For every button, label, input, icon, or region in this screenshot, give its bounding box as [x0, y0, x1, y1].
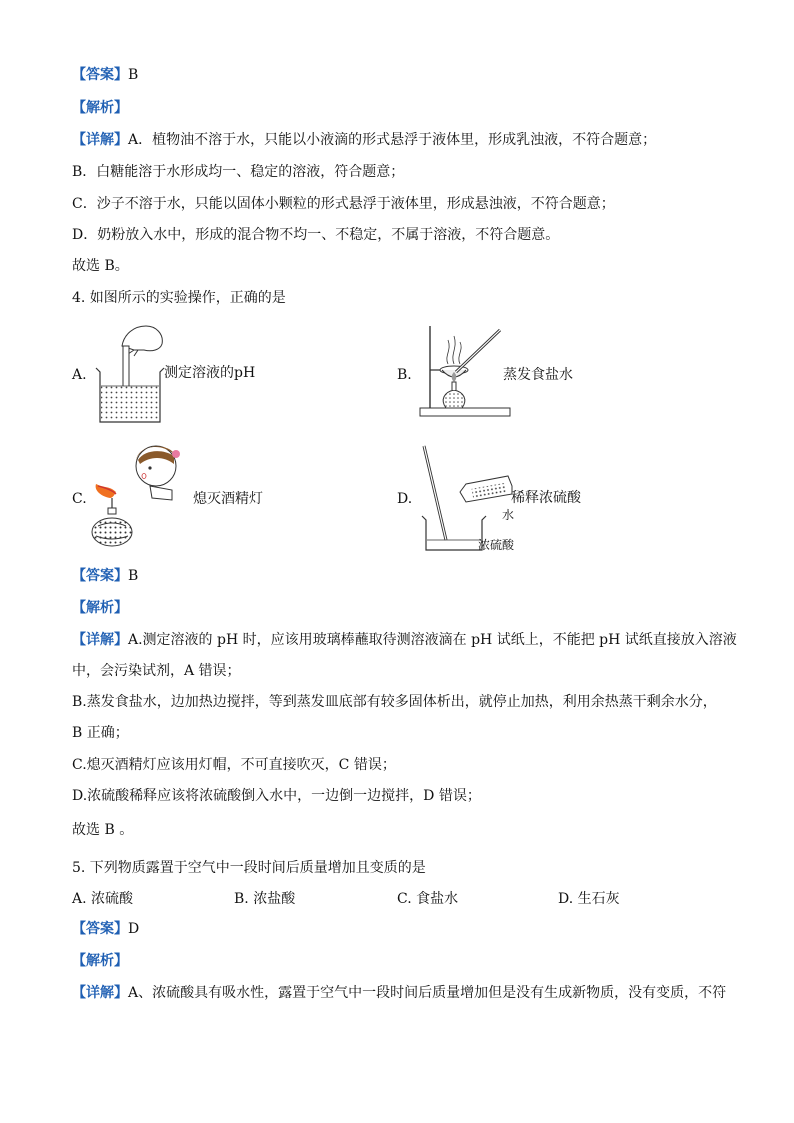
ph-test-figure	[94, 320, 174, 434]
q3-detail-line-1: 【详解】A．植物油不溶于水，只能以小液滴的形式悬浮于液体里，形成乳浊液，不符合题意；	[72, 132, 657, 148]
detail-tag: 【详解】	[72, 132, 128, 148]
q4-option-a-caption: 测定溶液的pH	[164, 365, 256, 381]
q5-answer-line: 【答案】D	[72, 921, 140, 937]
q3-detail-line-3: C．沙子不溶于水，只能以固体小颗粒的形式悬浮于液体里，形成悬浊液，不符合题意；	[72, 196, 615, 212]
q4-detail-line-4: B 正确；	[72, 725, 129, 741]
q4-detail-line-5: C.熄灭酒精灯应该用灯帽，不可直接吹灭，C 错误；	[72, 757, 396, 773]
q4-conclusion: 故选 B 。	[72, 822, 134, 838]
q4-analysis-tag: 【解析】	[72, 600, 128, 616]
q3-detail-line-2: B．白糖能溶于水形成均一、稳定的溶液，符合题意；	[72, 164, 405, 180]
q5-option-c: C. 食盐水	[397, 891, 459, 907]
q4-option-a-letter: A.	[72, 367, 87, 383]
answer-value: D	[128, 921, 140, 937]
q5-analysis-tag: 【解析】	[72, 953, 128, 969]
q4-detail-line-2: 中，会污染试剂，A 错误；	[72, 663, 241, 679]
q4-option-b-letter: B.	[397, 367, 412, 383]
q5-option-a: A. 浓硫酸	[72, 891, 134, 907]
evaporation-figure	[416, 320, 516, 424]
q4-answer-line: 【答案】B	[72, 568, 139, 584]
q5-detail-line-1: 【详解】A、浓硫酸具有吸水性，露置于空气中一段时间后质量增加但是没有生成新物质，没有变质，不符	[72, 985, 727, 1001]
q3-answer-line	[72, 66, 138, 84]
q5-stem: 5. 下列物质露置于空气中一段时间后质量增加且变质的是	[72, 860, 426, 876]
q3-analysis-tag: 【解析】	[72, 100, 128, 116]
q5-option-b: B. 浓盐酸	[234, 891, 296, 907]
q4-detail-line-6: D.浓硫酸稀释应该将浓硫酸倒入水中，一边倒一边搅拌，D 错误；	[72, 788, 481, 804]
answer-tag: 【答案】	[72, 67, 128, 83]
q4-option-c-letter: C.	[72, 491, 87, 507]
answer-value: B	[128, 67, 139, 83]
q4-stem: 4. 如图所示的实验操作，正确的是	[72, 290, 286, 306]
q4-option-b-caption: 蒸发食盐水	[503, 367, 573, 383]
q5-option-d: D. 生石灰	[558, 891, 620, 907]
blow-out-lamp-figure	[88, 440, 198, 556]
q4-detail-line-3: B.蒸发食盐水，边加热边搅拌，等到蒸发皿底部有较多固体析出，就停止加热，利用余热蒸干剩余水分，	[72, 694, 717, 710]
q4-option-d-caption: 稀释浓硫酸	[511, 490, 581, 506]
q4-option-c-caption: 熄灭酒精灯	[193, 491, 263, 507]
q4-detail-line-1: 【详解】A.测定溶液的 pH 时，应该用玻璃棒蘸取待测溶液滴在 pH 试纸上，不能把 pH 试纸直接放入溶液	[72, 632, 737, 648]
q4-option-d-acid-label: 浓硫酸	[478, 538, 515, 552]
q3-detail-line-4: D．奶粉放入水中，形成的混合物不均一、不稳定，不属于溶液，不符合题意。	[72, 227, 560, 243]
q4-option-d-letter: D.	[397, 491, 413, 507]
q4-option-d-water-label: 水	[502, 508, 515, 522]
q3-conclusion: 故选 B。	[72, 258, 129, 274]
answer-value: B	[128, 568, 139, 584]
